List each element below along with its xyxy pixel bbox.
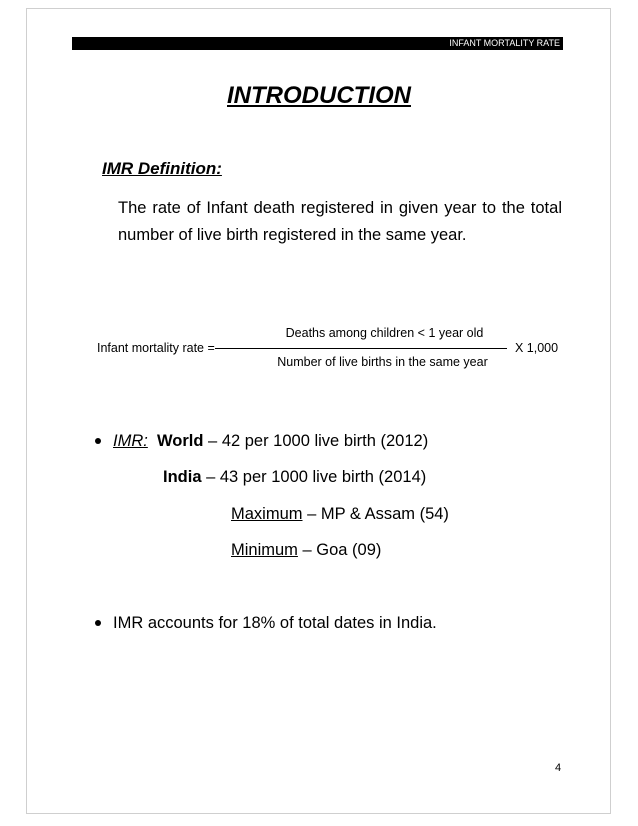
world-label: World [157, 432, 204, 450]
bullet-icon [95, 620, 101, 626]
formula-multiplier: X 1,000 [515, 341, 559, 355]
formula-fraction-bar [215, 348, 507, 349]
bullet-icon [95, 438, 101, 444]
list-item-imr [95, 432, 428, 451]
maximum-label: Maximum [231, 505, 303, 523]
minimum-line [231, 541, 381, 560]
world-value: – 42 per 1000 live birth (2012) [203, 432, 429, 450]
definition-text: The rate of Infant death registered in given year to the total number of live birth registered in the same year. [118, 199, 562, 244]
imr-label: IMR: [113, 432, 148, 450]
list-item-note [95, 614, 437, 633]
page-frame [26, 8, 611, 814]
page-title: INTRODUCTION [227, 82, 411, 109]
formula-denominator: Number of live births in the same year [277, 355, 488, 369]
page-number: 4 [555, 762, 562, 774]
formula-left-side: Infant mortality rate = [97, 341, 215, 355]
india-line [163, 468, 426, 487]
running-header [72, 37, 563, 50]
formula-numerator: Deaths among children < 1 year old [285, 326, 484, 340]
india-label: India [163, 468, 202, 486]
minimum-label: Minimum [231, 541, 298, 559]
maximum-value: – MP & Assam (54) [302, 505, 449, 523]
imr-formula [97, 325, 567, 375]
note-text: IMR accounts for 18% of total dates in India. [113, 614, 437, 632]
definition-heading: IMR Definition: [102, 159, 222, 178]
india-value: – 43 per 1000 live birth (2014) [201, 468, 427, 486]
maximum-line [231, 505, 449, 524]
minimum-value: – Goa (09) [297, 541, 382, 559]
running-header-text: INFANT MORTALITY RATE [449, 38, 560, 48]
